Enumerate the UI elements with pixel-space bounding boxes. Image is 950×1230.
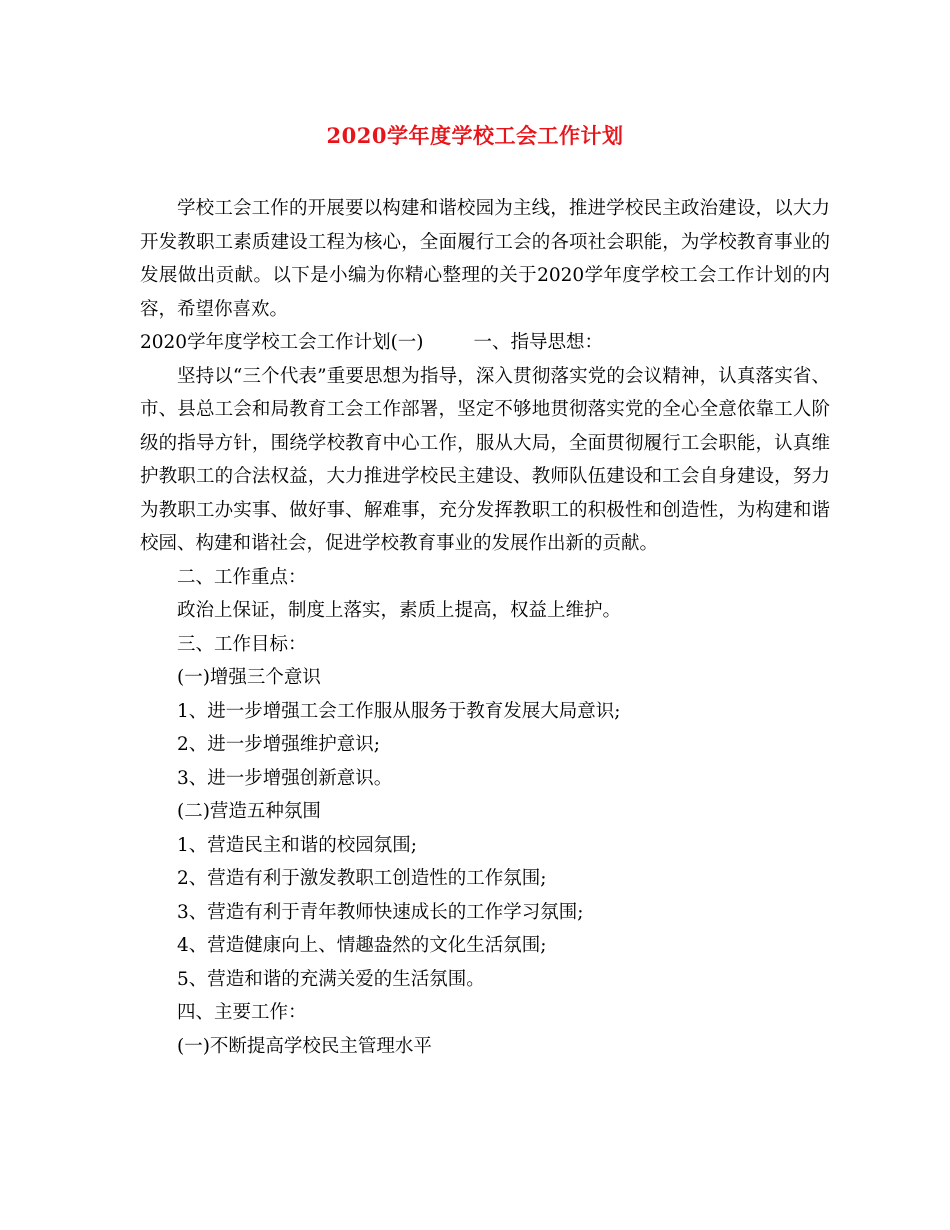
list-item: 2、进一步增强维护意识; xyxy=(177,734,381,755)
section4-heading: 四、主要工作： xyxy=(177,1002,307,1023)
list-item: 4、营造健康向上、情趣盎然的文化生活氛围; xyxy=(177,935,547,956)
intro-paragraph: 学校工会工作的开展要以构建和谐校园为主线，推进学校民主政治建设，以大力开发教职工素质建设工程为核心，全面履行工会的各项社会职能，为学校教育事业的发展做出贡献。以下是小编为你精心整理的关于2020学年度学校工会工作计划的内容，希望你喜欢。 xyxy=(140,198,830,320)
goal2-heading: (二)营造五种氛围 xyxy=(177,801,321,822)
goal1-heading: (一)增强三个意识 xyxy=(177,667,321,688)
section4-subheading: (一)不断提高学校民主管理水平 xyxy=(177,1035,432,1057)
section3-heading: 三、工作目标： xyxy=(177,633,307,655)
plan-heading: 2020学年度学校工会工作计划(一) xyxy=(140,332,424,353)
list-item: 3、进一步增强创新意识。 xyxy=(177,767,393,789)
list-item: 1、进一步增强工会工作服从服务于教育发展大局意识; xyxy=(177,700,621,722)
list-item: 2、营造有利于激发教职工创造性的工作氛围; xyxy=(177,868,547,889)
document-title: 2020学年度学校工会工作计划 xyxy=(326,123,624,148)
section2-heading: 二、工作重点： xyxy=(177,566,307,588)
section1-heading: 一、指导思想： xyxy=(473,332,604,353)
section1-paragraph: 坚持以“三个代表”重要思想为指导，深入贯彻落实党的会议精神，认真落实省、市、县总工会和局教育工会工作部署，坚定不够地贯彻落实党的全心全意依靠工人阶级的指导方针，围绕学校教育中心工作，服从大局，全面贯彻履行工会职能，认真维护教职工的合法权益，大力推进学校民主建设、教师队伍建设和工会自身建设，努力为教职工办实事、做好事、解难事，充分发挥教职工的积极性和创造性，为构建和谐校园、构建和谐社会，促进学校教育事业的发展作出新的贡献。 xyxy=(140,365,830,554)
list-item: 1、营造民主和谐的校园氛围; xyxy=(177,834,418,856)
section2-paragraph: 政治上保证，制度上落实，素质上提高，权益上维护。 xyxy=(177,600,622,621)
plan-heading-line xyxy=(140,326,830,360)
list-item: 5、营造和谐的充满关爱的生活氛围。 xyxy=(177,968,485,990)
list-item: 3、营造有利于青年教师快速成长的工作学习氛围; xyxy=(177,901,584,923)
document-body xyxy=(140,192,830,1063)
